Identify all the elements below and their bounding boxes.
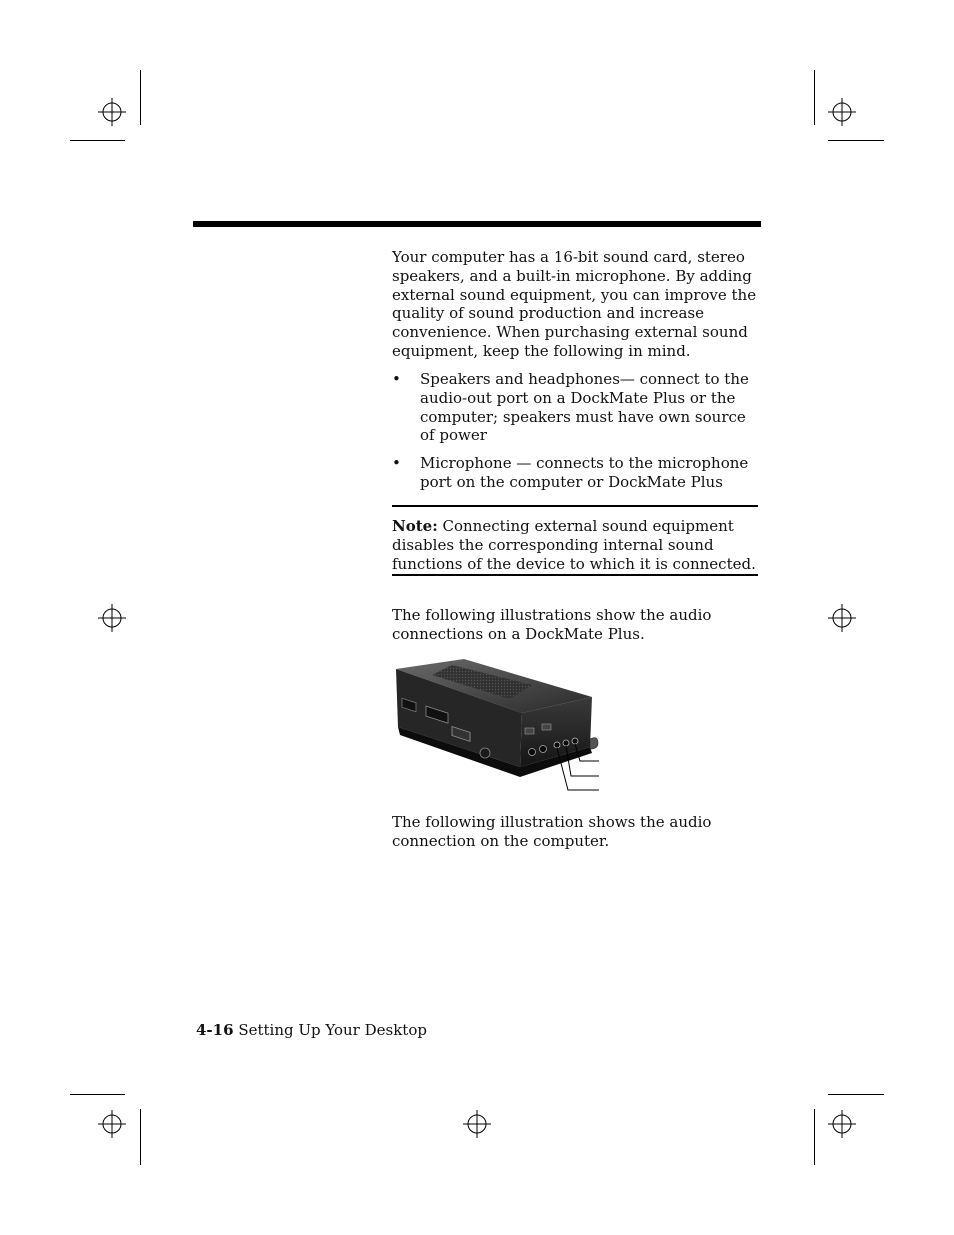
computer-caption: The following illustration shows the audio connection on the computer. xyxy=(392,813,712,850)
registration-mark-icon xyxy=(98,1110,126,1138)
intro-paragraph: Your computer has a 16-bit sound card, stereo speakers, and a built-in microphone. By adding external sound equipment, you can improve the quality of sound production and increase convenience. When purchasing external sound equipment, keep the following in mind. xyxy=(392,248,757,360)
note-text: Connecting external sound equipment disables the corresponding internal sound functions of the device to which it is connected. xyxy=(392,517,756,573)
dock-caption: The following illustrations show the audio connections on a DockMate Plus. xyxy=(392,606,712,643)
registration-mark-icon xyxy=(828,1110,856,1138)
dockmate-plus-illustration xyxy=(392,655,624,801)
section-title: Setting Up Your Desktop xyxy=(238,1021,427,1039)
page-number: 4-16 xyxy=(196,1021,234,1039)
note-label: Note: xyxy=(392,517,438,535)
registration-mark-icon xyxy=(828,604,856,632)
bullet-icon: • xyxy=(392,370,401,388)
page-footer xyxy=(196,1021,427,1039)
bullet-text: Microphone — connects to the microphone port on the computer or DockMate Plus xyxy=(420,454,749,491)
crop-mark xyxy=(70,1094,125,1095)
bullet-list xyxy=(392,370,760,492)
registration-mark-icon xyxy=(98,98,126,126)
crop-mark xyxy=(814,1109,815,1165)
registration-mark-icon xyxy=(463,1110,491,1138)
note-bottom-rule xyxy=(392,574,758,576)
registration-mark-icon xyxy=(98,604,126,632)
registration-mark-icon xyxy=(828,98,856,126)
note-top-rule xyxy=(392,505,758,507)
crop-mark xyxy=(814,70,815,125)
list-item xyxy=(392,370,760,445)
bullet-icon: • xyxy=(392,454,401,473)
bullet-text: Speakers and headphones— connect to the audio-out port on a DockMate Plus or the computer; speakers must have own source of power xyxy=(420,370,749,445)
section-heading-bar xyxy=(193,221,761,227)
list-item xyxy=(392,454,760,492)
crop-mark xyxy=(140,70,141,125)
crop-mark xyxy=(140,1109,141,1165)
note-paragraph xyxy=(392,517,760,573)
crop-mark xyxy=(828,140,884,141)
crop-mark xyxy=(70,140,125,141)
crop-mark xyxy=(828,1094,884,1095)
